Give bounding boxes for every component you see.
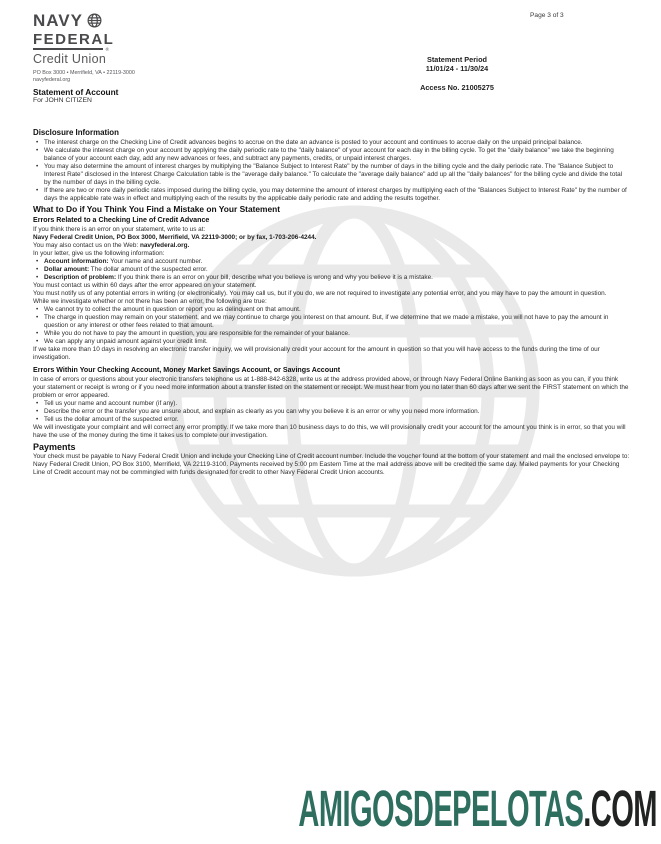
mistake-address <box>33 234 630 242</box>
list-item <box>33 258 630 266</box>
info-label: Account information: <box>44 257 109 265</box>
bullet-marker: • <box>36 415 39 423</box>
registered-mark: ® <box>105 47 109 52</box>
list-item <box>33 416 630 424</box>
info-text: Your name and account number. <box>108 257 203 265</box>
mistake-sub-heading: Errors Related to a Checking Line of Credit Advance <box>33 215 210 224</box>
watermark-brand-text: AMIGOSDEPELOTAS <box>298 780 584 837</box>
bullet-marker: • <box>36 147 39 154</box>
bullet-marker: • <box>36 163 39 170</box>
logo-federal-text: FEDERAL <box>33 31 115 48</box>
page-title: Statement of Account <box>33 87 119 97</box>
logo-address: PO Box 3000 • Merrifield, VA • 22119-3000 <box>33 69 135 76</box>
logo-rule <box>33 47 109 52</box>
info-label: Description of problem: <box>44 273 117 281</box>
list-item <box>33 187 630 203</box>
disclosure-content <box>33 128 630 477</box>
watermark-tld-text: .COM <box>583 780 657 837</box>
logo-website: navyfederal.org <box>33 77 71 84</box>
bullet-marker: • <box>36 407 39 415</box>
statement-period-label: Statement Period <box>426 55 487 64</box>
bullet-text <box>44 258 630 266</box>
bullet-marker: • <box>36 257 39 265</box>
list-item <box>33 338 630 346</box>
recipient-name: For JOHN CITIZEN <box>33 97 92 104</box>
payments-heading: Payments <box>33 441 76 452</box>
bullet-marker: • <box>36 313 39 321</box>
statement-period-block <box>392 55 522 92</box>
bullet-text: Tell us your name and account number (if any). <box>44 399 178 407</box>
mistake-letter-intro: In your letter, give us the following information: <box>33 249 165 257</box>
info-text: The dollar amount of the suspected error. <box>89 265 208 273</box>
list-item <box>33 274 630 282</box>
errors-within-heading: Errors Within Your Checking Account, Money Market Savings Account, or Savings Account <box>33 365 341 374</box>
list-item <box>33 314 630 330</box>
access-number: Access No. 21005275 <box>420 83 494 92</box>
disclosure-heading: Disclosure Information <box>33 128 119 137</box>
statement-period-value: 11/01/24 - 11/30/24 <box>425 64 489 73</box>
list-item <box>33 306 630 314</box>
mistake-heading: What to Do if You Think You Find a Mistake on Your Statement <box>33 204 281 214</box>
list-item <box>33 139 630 147</box>
info-label: Dollar amount: <box>44 265 90 273</box>
page-number: Page 3 of 3 <box>530 12 564 19</box>
bullet-text <box>44 266 630 274</box>
list-item <box>33 266 630 274</box>
list-item <box>33 408 630 416</box>
bullet-marker: • <box>36 187 39 194</box>
ten-days-paragraph: If we take more than 10 days in resolving an electronic transfer inquiry, we will provisionally credit your account for the amount in question so that you will have access to the funds during the time of our investigation. <box>33 345 600 361</box>
list-item <box>33 147 630 163</box>
mistake-intro: If you think there is an error on your statement, write to us at: <box>33 225 206 233</box>
statement-title-block <box>33 88 118 106</box>
bullet-marker: • <box>36 399 39 407</box>
errors-within-outro: We will investigate your complaint and will correct any error promptly. If we take more than 10 business days to do this, we will provisionally credit your account for the amount you think is in error, so that you will have the use of the money during the time it takes us to complete our investigation. <box>33 423 626 439</box>
bullet-text <box>44 274 630 282</box>
bullet-marker: • <box>36 337 39 345</box>
payments-body: Your check must be payable to Navy Federal Credit Union and include your Checking Line of Credit account number. Include the voucher found at the bottom of your statement and mail the enclosed envelope to: Navy Federal Credit Union, PO Box 3100, Merrifield, VA 22119-3100. Payments received by 5:00 pm Eastern Time at the mail address above will be credited the same day. Mailed payments for your Checking Line of Credit account may not be commingled with funds designated for credit to other Navy Federal Credit Union accounts. <box>33 452 630 476</box>
bullet-text: We can apply any unpaid amount against your credit limit. <box>44 337 208 345</box>
globe-icon <box>87 13 102 33</box>
bullet-text: The charge in question may remain on your statement, and we may continue to charge you interest on that amount. But, if we determine that we made a mistake, you will not have to pay the amount in question or any interest or other fees related to that amount. <box>44 313 609 329</box>
navy-federal-logo <box>33 13 135 83</box>
notify-paragraph: You must notify us of any potential errors in writing (or electronically). You may call us, but if you do, we are not required to investigate any potential error, and you may have to pay the amount in question. <box>33 289 607 297</box>
mistake-web-prefix: You may also contact us on the Web: <box>33 241 140 249</box>
bullet-marker: • <box>36 139 39 146</box>
bullet-marker: • <box>36 305 39 313</box>
bullet-text: You may also determine the amount of interest charges by multiplying the "Balance Subject to Interest Rate" by the number of days in the billing cycle and the daily periodic rate. The "Balance Subject to Interest Rate" disclosed in the Interest Charge Calculation table is the "average daily balance." To calculate the "average daily balance" add up all the "daily balances" for the billing cycle and divide the total by the number of days in the billing cycle. <box>44 163 623 186</box>
bullet-marker: • <box>36 329 39 337</box>
bullet-text: We calculate the interest charge on your account by applying the daily periodic rate to the "daily balance" of your account for each day in the billing cycle. To get the "daily balance" we take the beginning balance of your account each day, add any new advances or fees, and subtract any payments, credits, or unpaid interest charges. <box>44 147 614 162</box>
bullet-text: Tell us the dollar amount of the suspected error. <box>44 415 179 423</box>
list-item <box>33 163 630 187</box>
contact-60-days: You must contact us within 60 days after the error appeared on your statement. <box>33 281 257 289</box>
mistake-web <box>33 242 630 250</box>
bullet-marker: • <box>36 273 39 281</box>
logo-credit-union-text: Credit Union <box>33 51 107 66</box>
bullet-text: Describe the error or the transfer you are unsure about, and explain as clearly as you can why you believe it is an error or why you need more information. <box>44 407 480 415</box>
mistake-web-bold: navyfederal.org. <box>139 241 190 249</box>
bullet-text: If there are two or more daily periodic rates imposed during the billing cycle, you may determine the amount of interest charges by multiplying each of the "Balances Subject to Interest Rate" by the number of days the applicable rate was in effect and multiplying each of the results by the applicable daily periodic rate and adding the results together. <box>44 187 627 202</box>
bullet-text: The interest charge on the Checking Line of Credit advances begins to accrue on the date an advance is posted to your account and continues to accrue daily on the unpaid principal balance. <box>44 139 583 146</box>
bullet-marker: • <box>36 265 39 273</box>
bullet-text: We cannot try to collect the amount in question or report you as delinquent on that amount. <box>44 305 301 313</box>
list-item <box>33 400 630 408</box>
errors-within-intro: In case of errors or questions about your electronic transfers telephone us at 1-888-842-6328, write us at the address provided above, or through Navy Federal Online Banking as soon as you can, if you think your statement or receipt is wrong or if you need more information about a transfer listed on the statement or receipt. We must hear from you no later than 60 days after we sent the FIRST statement on which the problem or error appeared. <box>33 375 629 399</box>
info-text: If you think there is an error on your bill, describe what you believe is wrong and why you believe it is a mistake. <box>116 273 433 281</box>
bullet-text: While you do not have to pay the amount in question, you are responsible for the remainder of your balance. <box>44 329 350 337</box>
list-item <box>33 330 630 338</box>
while-intro: While we investigate whether or not there has been an error, the following are true: <box>33 297 267 305</box>
site-watermark <box>298 780 657 837</box>
logo-navy-text: NAVY <box>33 11 83 30</box>
mistake-address-bold: Navy Federal Credit Union, PO Box 3000, Merrifield, VA 22119-3000; or by fax, 1-703-206-4244. <box>33 233 317 241</box>
